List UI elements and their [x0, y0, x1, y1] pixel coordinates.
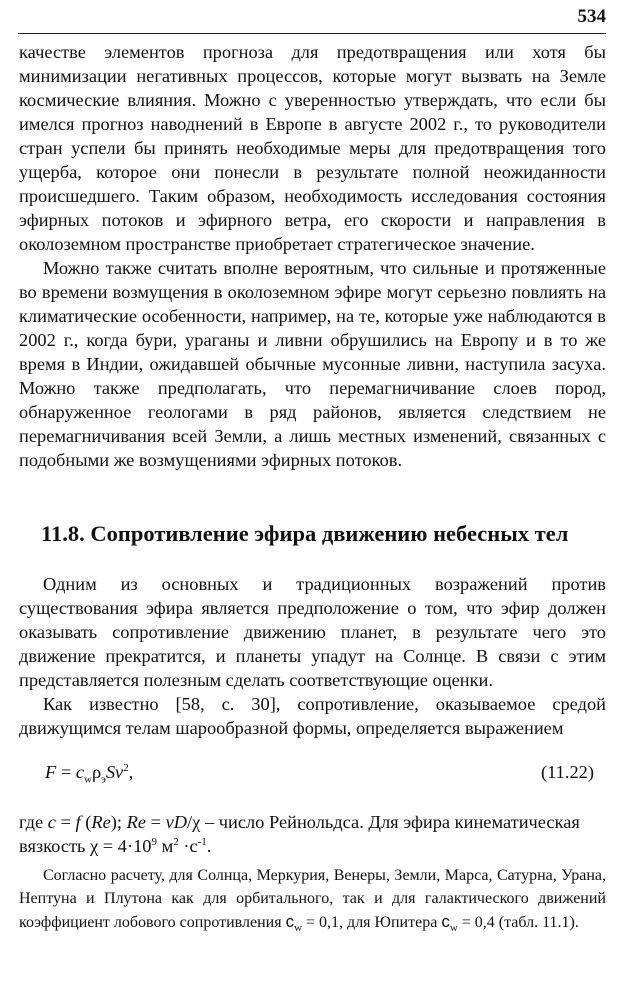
page-body — [19, 40, 606, 934]
formula-expression: $F = c_w\rho_эSv^2$, — [45, 761, 134, 786]
formula-number: (11.22) — [541, 762, 594, 782]
calculation-note: Согласно расчету, для Солнца, Меркурия, Венеры, Земли, Марса, Сатурна, Урана, Нептуна и Плутона как для орбитального, так и для галактического движений коэффициент лобового сопротивления $c_w = 0,1$, для Юпитера $c_w = 0,4$ (табл. 11.1). — [19, 867, 606, 935]
formula-explanation: где c = f (Re); Re = vD/χ – число Рейнольдса. Для эфира кинематическая вязкость $\chi = 4\cdot 10^9$ $м^2 \cdot с^{-1}$. — [19, 812, 580, 856]
paragraph-4: Как известно [58, с. 30], сопротивление, оказываемое средой движущимся телам шарообразной формы, определяется выражением — [19, 694, 606, 738]
page-number: 534 — [577, 6, 606, 27]
paragraph-1: качестве элементов прогноза для предотвращения или хотя бы минимизации негативных процессов, которые могут вызвать на Земле космические влияния. Можно с уверенностью утверждать, что если бы имелся прогноз наводнений в Европе в августе 2002 г., то руководители стран успели бы принять необходимые меры для предотвращения того ущерба, которое они понесли в результате полной неожиданности происшедшего. Таким образом, необходимость исследования состояния эфирных потоков и эфирного ветра, его скорости и направления в околоземном пространстве приобретает стратегическое значение. — [19, 42, 606, 254]
header-rule — [18, 33, 606, 34]
section-title: 11.8. Сопротивление эфира движению небесных тел — [41, 521, 569, 546]
formula-11-22 — [19, 762, 606, 792]
paragraph-3: Одним из основных и традиционных возражений против существования эфира является предположение о том, что эфир должен оказывать сопротивление движению планет, в результате чего это движение прекратится, и планеты упадут на Солнце. В связи с этим представляется полезным сделать соответствующие оценки. — [19, 574, 606, 690]
paragraph-2: Можно также считать вполне вероятным, что сильные и протяженные во времени возмущения в околоземном эфире могут серьезно повлиять на климатические особенности, например, на те, которые уже наблюдаются в 2002 г., когда бури, ураганы и ливни обрушились на Европу и в то же время в Индии, ожидавшей обычные мусонные ливни, наступила засуха. Можно также предполагать, что перемагничивание слоев пород, обнаруженное геологами в ряд районов, является следствием не перемагничивания всей Земли, а лишь местных изменений, связанных с подобными же возмущениями эфирных потоков. — [19, 258, 606, 470]
